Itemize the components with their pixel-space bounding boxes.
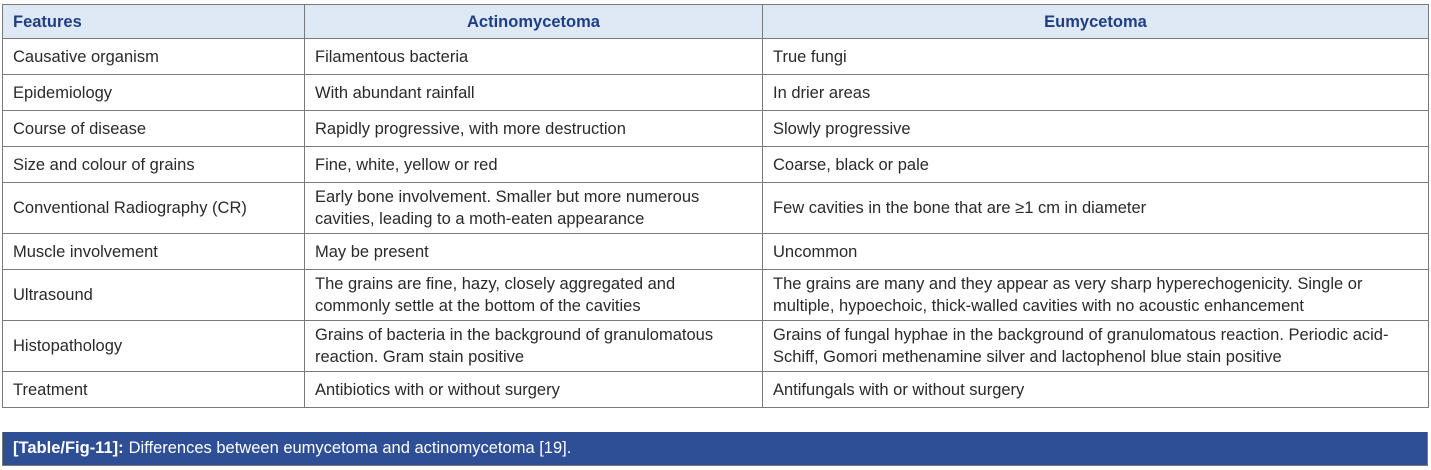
caption-label: [Table/Fig-11]:: [13, 439, 124, 457]
feature-cell: Size and colour of grains: [3, 147, 305, 183]
feature-cell: Muscle involvement: [3, 234, 305, 270]
eumycetoma-cell: Slowly progressive: [763, 111, 1429, 147]
table-row: [3, 39, 1429, 75]
table-header: [3, 5, 1429, 39]
eumycetoma-cell: The grains are many and they appear as very sharp hyperechogenicity. Single or multiple, hypoechoic, thick-walled cavities with no acoustic enhancement: [763, 270, 1429, 321]
actinomycetoma-cell: Antibiotics with or without surgery: [305, 372, 763, 408]
feature-cell: Treatment: [3, 372, 305, 408]
table-row: [3, 111, 1429, 147]
actinomycetoma-cell: Filamentous bacteria: [305, 39, 763, 75]
actinomycetoma-cell: Fine, white, yellow or red: [305, 147, 763, 183]
eumycetoma-cell: Grains of fungal hyphae in the background of granulomatous reaction. Periodic acid-Schiff, Gomori methenamine silver and lactophenol blue stain positive: [763, 321, 1429, 372]
comparison-table: [2, 4, 1429, 408]
table-row: [3, 183, 1429, 234]
feature-cell: Causative organism: [3, 39, 305, 75]
table-row: [3, 147, 1429, 183]
table-row: [3, 75, 1429, 111]
table-row: [3, 270, 1429, 321]
table-body: [3, 39, 1429, 408]
feature-cell: Ultrasound: [3, 270, 305, 321]
eumycetoma-cell: Uncommon: [763, 234, 1429, 270]
header-row: [3, 5, 1429, 39]
actinomycetoma-cell: May be present: [305, 234, 763, 270]
header-eumycetoma: Eumycetoma: [763, 5, 1429, 39]
eumycetoma-cell: Coarse, black or pale: [763, 147, 1429, 183]
feature-cell: Course of disease: [3, 111, 305, 147]
caption-text: Differences between eumycetoma and actinomycetoma [19].: [128, 439, 572, 457]
feature-cell: Conventional Radiography (CR): [3, 183, 305, 234]
actinomycetoma-cell: Early bone involvement. Smaller but more numerous cavities, leading to a moth-eaten appearance: [305, 183, 763, 234]
actinomycetoma-cell: Grains of bacteria in the background of granulomatous reaction. Gram stain positive: [305, 321, 763, 372]
table-caption: [2, 432, 1428, 466]
table-row: [3, 372, 1429, 408]
header-features: Features: [3, 5, 305, 39]
actinomycetoma-cell: Rapidly progressive, with more destruction: [305, 111, 763, 147]
eumycetoma-cell: True fungi: [763, 39, 1429, 75]
eumycetoma-cell: In drier areas: [763, 75, 1429, 111]
feature-cell: Epidemiology: [3, 75, 305, 111]
eumycetoma-cell: Antifungals with or without surgery: [763, 372, 1429, 408]
feature-cell: Histopathology: [3, 321, 305, 372]
header-actinomycetoma: Actinomycetoma: [305, 5, 763, 39]
table-row: [3, 234, 1429, 270]
eumycetoma-cell: Few cavities in the bone that are ≥1 cm in diameter: [763, 183, 1429, 234]
actinomycetoma-cell: With abundant rainfall: [305, 75, 763, 111]
actinomycetoma-cell: The grains are fine, hazy, closely aggregated and commonly settle at the bottom of the cavities: [305, 270, 763, 321]
table-row: [3, 321, 1429, 372]
